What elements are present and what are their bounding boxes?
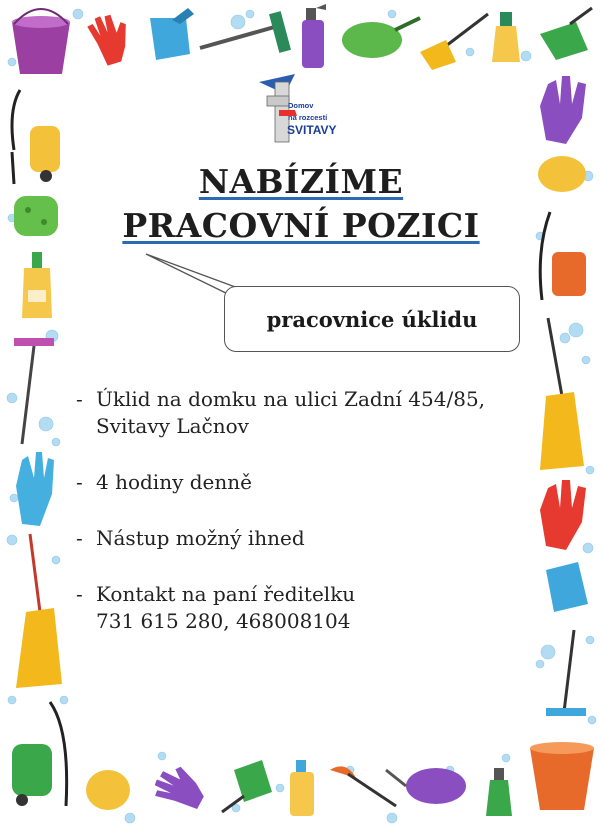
detergent-bottle-icon xyxy=(492,12,520,62)
list-item-text: Úklid na domku na ulici Zadní 454/85, xyxy=(96,387,486,411)
feather-duster-icon xyxy=(342,18,420,58)
logo-text-line3: SVITAVY xyxy=(287,123,337,137)
list-item-text: Nástup možný ihned xyxy=(96,526,305,550)
dustpan-icon xyxy=(546,562,588,612)
bucket-icon xyxy=(530,742,594,810)
logo-text-line1: Domov xyxy=(288,101,314,110)
list-item-text: 731 615 280, 468008104 xyxy=(96,609,351,633)
broom-icon xyxy=(420,14,488,70)
sponge-icon xyxy=(14,196,58,236)
sponge-icon xyxy=(86,770,130,810)
position-title: pracovnice úklidu xyxy=(266,306,478,332)
list-item-text: 4 hodiny denně xyxy=(96,470,252,494)
plunger-icon xyxy=(330,766,396,806)
vacuum-cleaner-icon xyxy=(540,212,586,300)
bullet-dash: - xyxy=(76,582,83,606)
list-item xyxy=(72,469,542,496)
list-item xyxy=(72,581,542,635)
squeegee-icon xyxy=(200,11,291,53)
list-item xyxy=(72,525,542,552)
list-item-text: Kontakt na paní ředitelku xyxy=(96,582,356,606)
vacuum-cleaner-icon xyxy=(12,90,60,184)
dustpan-icon xyxy=(150,8,194,60)
position-bubble xyxy=(224,286,520,352)
dustpan-icon xyxy=(222,760,272,812)
detergent-bottle-icon xyxy=(22,252,52,318)
headline-line-2: PRACOVNÍ POZICI xyxy=(122,206,480,245)
spray-bottle-icon xyxy=(290,760,314,816)
spray-bottle-icon xyxy=(302,4,326,68)
headline xyxy=(96,160,506,248)
dustpan-icon xyxy=(540,8,592,60)
vacuum-cleaner-icon xyxy=(12,702,67,806)
squeegee-icon xyxy=(546,630,586,716)
list-item-text: Svitavy Lačnov xyxy=(96,414,249,438)
bullet-dash: - xyxy=(76,470,83,494)
bucket-icon xyxy=(12,9,70,74)
details-list xyxy=(72,386,542,664)
logo-text-line2: na rozcestí xyxy=(288,113,328,122)
list-item xyxy=(72,386,542,440)
sponge-icon xyxy=(538,156,586,192)
rubber-glove-icon xyxy=(151,761,210,812)
detergent-bottle-icon xyxy=(486,768,512,816)
bullet-dash: - xyxy=(76,387,83,411)
headline-line-1: NABÍZÍME xyxy=(198,162,404,201)
rubber-glove-icon xyxy=(86,8,140,69)
rubber-glove-icon xyxy=(540,76,586,144)
rubber-glove-icon xyxy=(16,452,54,526)
rubber-glove-icon xyxy=(540,480,586,550)
feather-duster-icon xyxy=(386,768,466,804)
bullet-dash: - xyxy=(76,526,83,550)
